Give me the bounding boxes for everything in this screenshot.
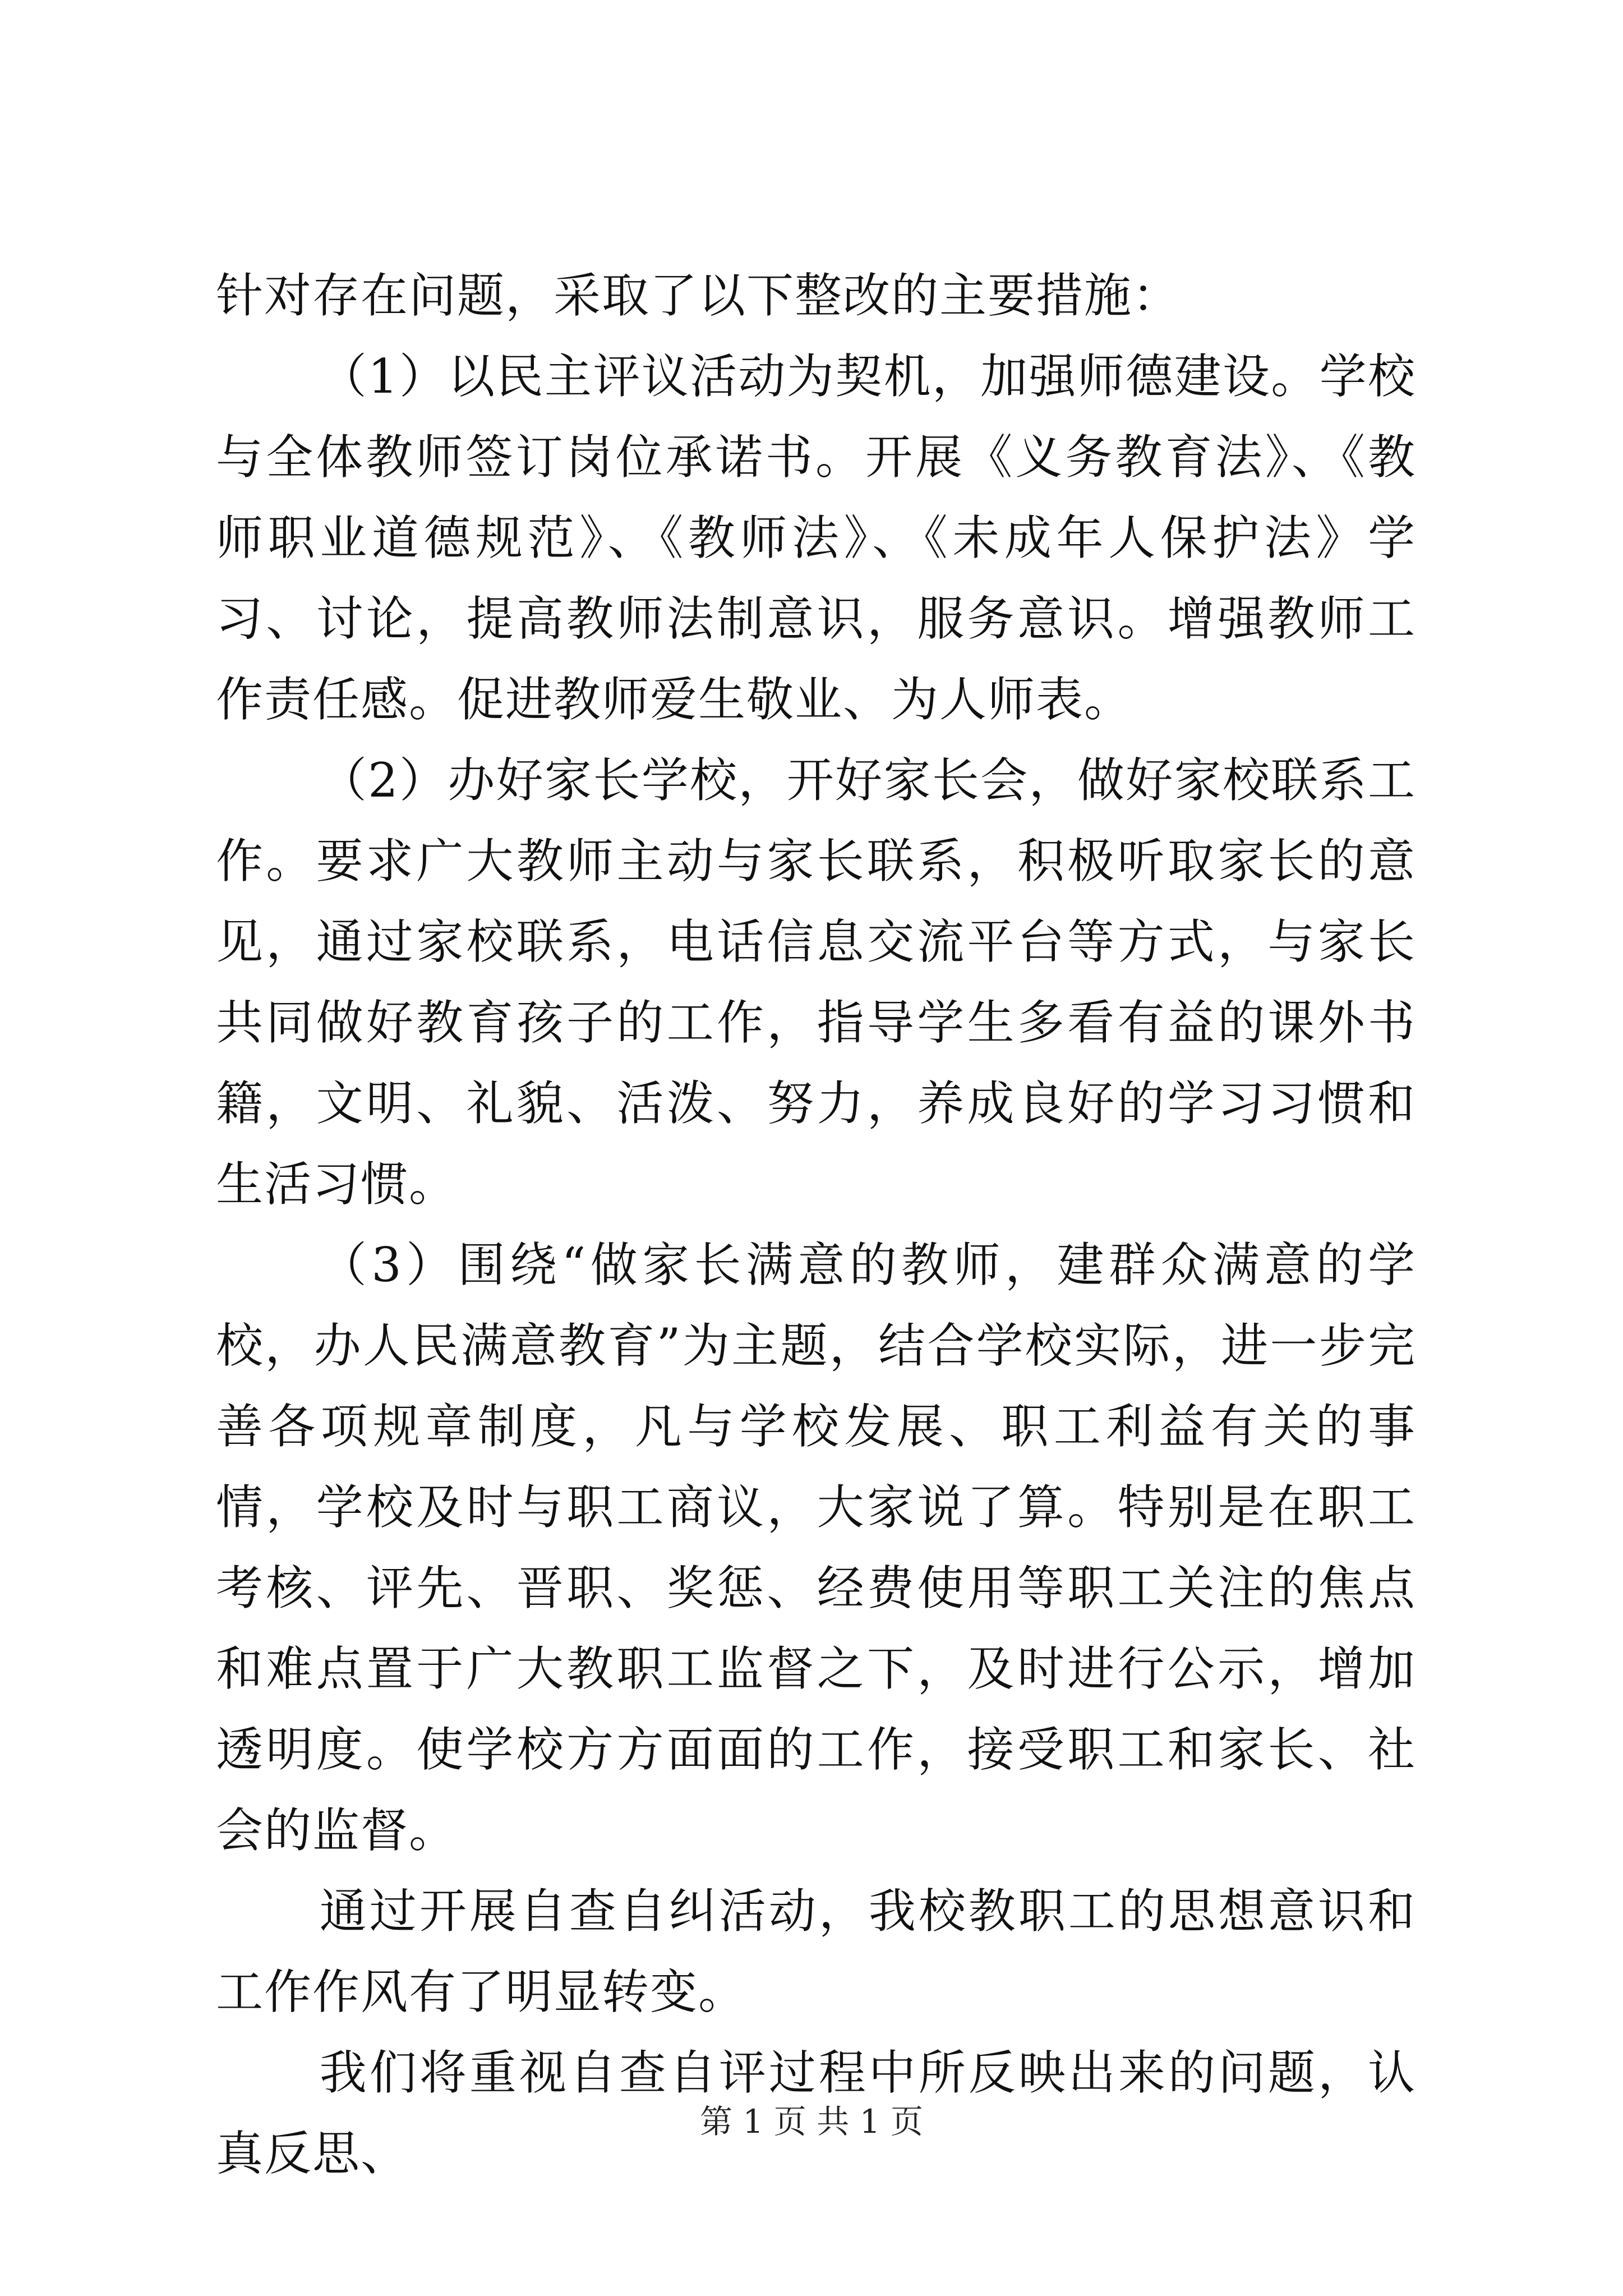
paragraph-measure-1: （1）以民主评议活动为契机，加强师德建设。学校与全体教师签订岗位承诺书。开展《义务教育法》、《教师职业道德规范》、《教师法》、《未成年人保护法》学习、讨论，提高教师法制意识，服务意识。增强教师工作责任感。促进教师爱生敬业、为人师表。 — [216, 349, 1416, 727]
paragraph-result: 通过开展自查自纠活动，我校教职工的思想意识和工作作风有了明显转变。 — [216, 1884, 1416, 2019]
page-footer: 第 1 页 共 1 页 — [700, 2102, 923, 2141]
paragraph-intro: 针对存在问题，采取了以下整改的主要措施： — [216, 268, 1181, 323]
paragraph-measure-3: （3）围绕“做家长满意的教师，建群众满意的学校，办人民满意教育”为主题，结合学校实际，进一步完善各项规章制度，凡与学校发展、职工利益有关的事情，学校及时与职工商议，大家说了算。特别是在职工考核、评先、晋职、奖惩、经费使用等职工关注的焦点和难点置于广大教职工监督之下，及时进行公示，增加透明度。使学校方方面面的工作，接受职工和家长、社会的监督。 — [216, 1237, 1416, 1858]
document-body — [216, 255, 1416, 2194]
paragraph-closing: 我们将重视自查自评过程中所反映出来的问题，认真反思、 — [216, 2045, 1416, 2181]
paragraph-measure-2: （2）办好家长学校，开好家长会，做好家校联系工作。要求广大教师主动与家长联系，积极听取家长的意见，通过家校联系，电话信息交流平台等方式，与家长共同做好教育孩子的工作，指导学生多看有益的课外书籍，文明、礼貌、活泼、努力，养成良好的学习习惯和生活习惯。 — [216, 753, 1416, 1212]
